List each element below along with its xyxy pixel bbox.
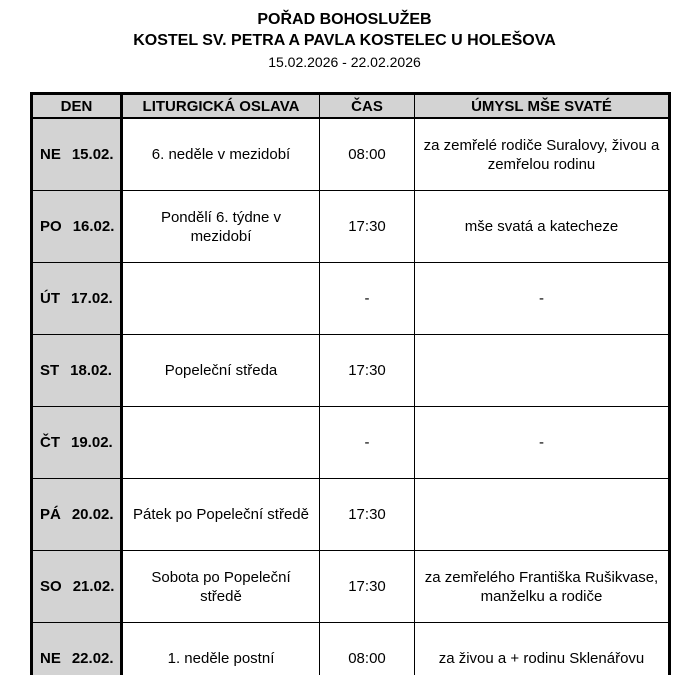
page-title: POŘAD BOHOSLUŽEB [257,11,432,28]
time-cell: 17:30 [320,479,415,551]
document-header [0,0,689,72]
celebration-cell: Sobota po Popeleční středě [122,551,320,623]
day-cell [32,335,122,407]
time-cell: 17:30 [320,191,415,263]
table-row [32,623,670,675]
day-cell [32,263,122,335]
column-header-liturgicka-oslava: LITURGICKÁ OSLAVA [122,94,320,119]
day-date: 15.02. [71,146,114,163]
celebration-cell [122,263,320,335]
celebration-cell: Popeleční středa [122,335,320,407]
intention-cell: - [415,407,670,479]
day-date: 17.02. [71,290,113,307]
celebration-cell: 1. neděle postní [122,623,320,675]
table-row [32,191,670,263]
time-cell: - [320,263,415,335]
day-cell [32,407,122,479]
time-cell: 17:30 [320,551,415,623]
table-row [32,118,670,191]
intention-cell: za zemřelého Františka Rušikvase, manželku a rodiče [415,551,670,623]
intention-cell: mše svatá a katecheze [415,191,670,263]
time-cell: 17:30 [320,335,415,407]
column-header-den: DEN [32,94,122,119]
day-abbrev: SO [40,578,62,595]
day-date: 19.02. [71,434,113,451]
table-row [32,335,670,407]
day-abbrev: ČT [40,434,60,451]
day-abbrev: ST [40,362,60,379]
day-abbrev: PO [40,218,62,235]
day-abbrev: NE [40,146,61,163]
day-date: 20.02. [71,506,114,523]
intention-cell: - [415,263,670,335]
celebration-cell: 6. neděle v mezidobí [122,118,320,191]
table-row [32,263,670,335]
day-date: 16.02. [72,218,115,235]
intention-cell [415,479,670,551]
table-body [32,118,670,675]
day-date: 21.02. [72,578,115,595]
day-abbrev: ÚT [40,290,60,307]
celebration-cell: Pondělí 6. týdne v mezidobí [122,191,320,263]
time-cell: 08:00 [320,623,415,675]
time-cell: 08:00 [320,118,415,191]
day-cell [32,623,122,675]
time-cell: - [320,407,415,479]
table-header [32,94,670,119]
day-abbrev: NE [40,650,61,667]
day-cell [32,118,122,191]
celebration-cell: Pátek po Popeleční středě [122,479,320,551]
table-row [32,407,670,479]
intention-cell [415,335,670,407]
schedule-table [30,92,671,675]
church-name: KOSTEL SV. PETRA A PAVLA KOSTELEC U HOLEŠOVA [133,32,556,49]
day-cell [32,191,122,263]
header-row [32,94,670,119]
table-row [32,479,670,551]
date-range: 15.02.2026 - 22.02.2026 [268,54,421,70]
celebration-cell [122,407,320,479]
table-row [32,551,670,623]
intention-cell: za zemřelé rodiče Suralovy, živou a zemřelou rodinu [415,118,670,191]
intention-cell: za živou a + rodinu Sklenářovu [415,623,670,675]
day-abbrev: PÁ [40,506,61,523]
day-cell [32,479,122,551]
column-header-umysl: ÚMYSL MŠE SVATÉ [415,94,670,119]
day-cell [32,551,122,623]
day-date: 18.02. [70,362,112,379]
column-header-cas: ČAS [320,94,415,119]
day-date: 22.02. [71,650,114,667]
